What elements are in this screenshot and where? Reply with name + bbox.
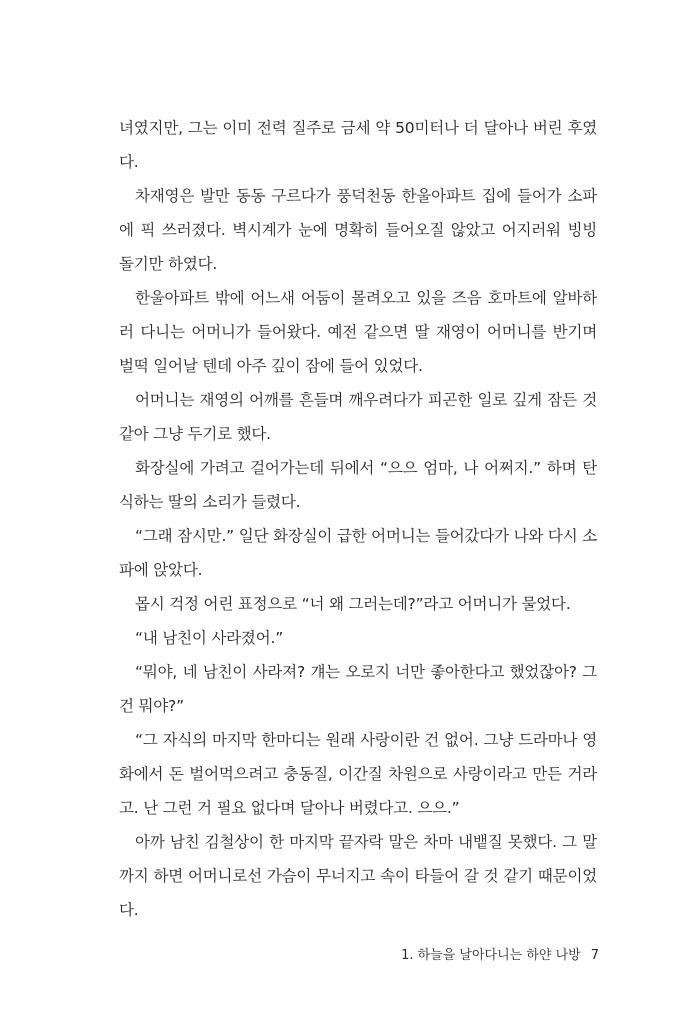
paragraph: 한울아파트 밖에 어느새 어둠이 몰려오고 있을 즈음 호마트에 알바하러 다니는 어머니가 들어왔다. 예전 같으면 딸 재영이 어머니를 반기며 벌떡 일어날 텐데 아주 깊이 잠에 들어 있었다. [119, 289, 597, 375]
paragraph: 몹시 걱정 어린 표정으로 “너 왜 그러는데?”라고 어머니가 물었다. [135, 595, 571, 613]
chapter-title: 1. 하늘을 날아다니는 하얀 나방 [401, 948, 581, 963]
paragraph-continued: 녀였지만, 그는 이미 전력 질주로 금세 약 50미터나 더 달아나 버린 후였다. [119, 119, 597, 171]
paragraph: “그 자식의 마지막 한마디는 원래 사랑이란 건 없어. 그냥 드라마나 영화에서 돈 벌어먹으려고 충동질, 이간질 차원으로 사랑이라고 만든 거라고. 난 그런 거 필요 없다며 달아나 버렸다고. 으으.” [119, 731, 597, 817]
page-number: 7 [590, 948, 599, 963]
paragraph: “그래 잠시만.” 일단 화장실이 급한 어머니는 들어갔다가 나와 다시 소파에 앉았다. [119, 527, 597, 579]
body-text [119, 111, 597, 927]
paragraph: 차재영은 발만 동동 구르다가 풍덕천동 한울아파트 집에 들어가 소파에 픽 쓰러졌다. 벽시계가 눈에 명확히 들어오질 않았고 어지러워 빙빙 돌기만 하였다. [119, 187, 597, 273]
paragraph: “내 남친이 사라졌어.” [135, 629, 284, 647]
paragraph: 화장실에 가려고 걸어가는데 뒤에서 “으으 엄마, 나 어쩌지.” 하며 탄식하는 딸의 소리가 들렸다. [119, 459, 597, 511]
paragraph: 어머니는 재영의 어깨를 흔들며 깨우려다가 피곤한 일로 깊게 잠든 것 같아 그냥 두기로 했다. [119, 391, 597, 443]
paragraph: 아까 남친 김철상이 한 마지막 끝자락 말은 차마 내뱉질 못했다. 그 말까지 하면 어머니로선 가슴이 무너지고 속이 타들어 갈 것 같기 때문이었다. [119, 833, 597, 919]
running-footer [401, 944, 599, 963]
paragraph: “뭐야, 네 남친이 사라져? 걔는 오로지 너만 좋아한다고 했었잖아? 그건 뭐야?” [119, 663, 597, 715]
